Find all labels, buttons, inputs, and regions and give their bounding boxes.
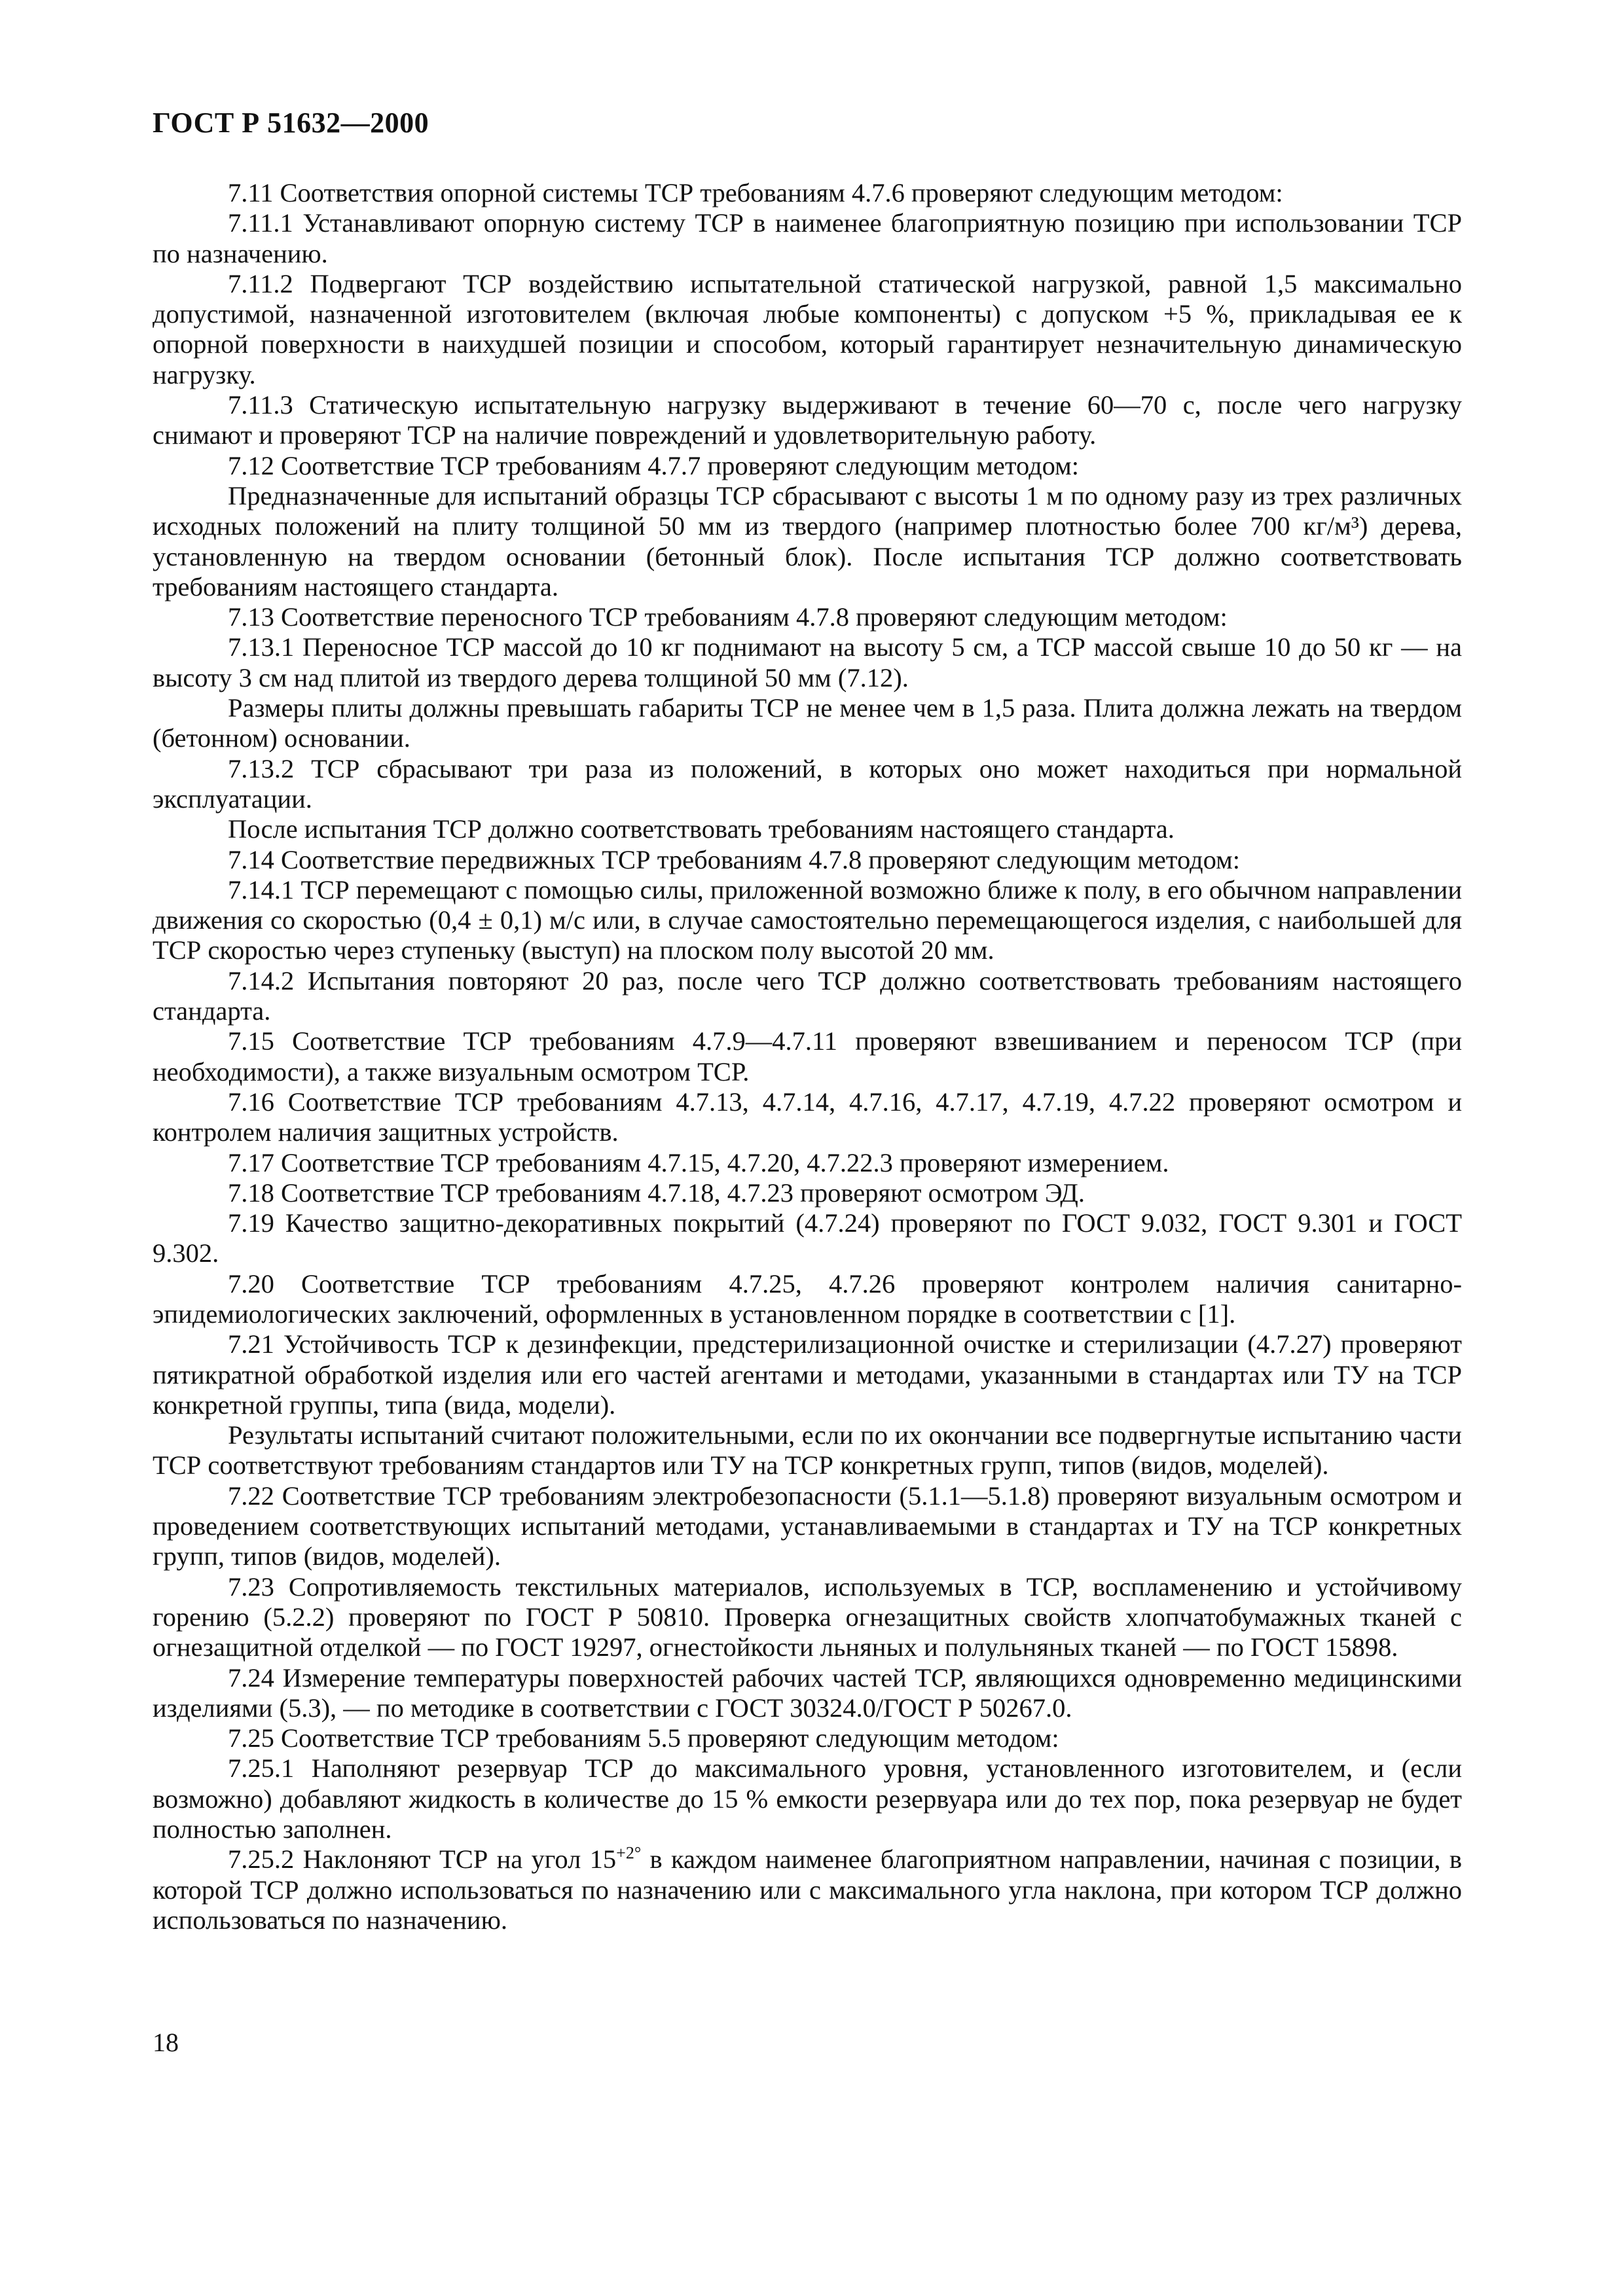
paragraph: Результаты испытаний считают положительными, если по их окончании все подвергнутые испытанию части ТСР соответствуют требованиям стандартов или ТУ на ТСР конкретных групп, типов (видов, моделей).: [153, 1420, 1462, 1480]
page-number: 18: [153, 2028, 179, 2057]
paragraph: 7.23 Сопротивляемость текстильных материалов, используемых в ТСР, воспламенению и устойчивому горению (5.2.2) проверяют по ГОСТ Р 50810. Проверка огнезащитных свойств хлопчатобумажных тканей с огнезащитной отделкой — по ГОСТ 19297, огнестойкости льняных и полульняных тканей — по ГОСТ 15898.: [153, 1571, 1462, 1662]
paragraph: 7.19 Качество защитно-декоративных покрытий (4.7.24) проверяют по ГОСТ 9.032, ГОСТ 9.301 и ГОСТ 9.302.: [153, 1208, 1462, 1268]
paragraph: Размеры плиты должны превышать габариты ТСР не менее чем в 1,5 раза. Плита должна лежать на твердом (бетонном) основании.: [153, 693, 1462, 753]
paragraph: 7.20 Соответствие ТСР требованиям 4.7.25, 4.7.26 проверяют контролем наличия санитарно-эпидемиологических заключений, оформленных в установленном порядке в соответствии с [1].: [153, 1268, 1462, 1329]
paragraph: 7.13.1 Переносное ТСР массой до 10 кг поднимают на высоту 5 см, а ТСР массой свыше 10 до 50 кг — на высоту 3 см над плитой из твердого дерева толщиной 50 мм (7.12).: [153, 632, 1462, 692]
paragraph: 7.17 Соответствие ТСР требованиям 4.7.15, 4.7.20, 4.7.22.3 проверяют измерением.: [228, 1147, 1169, 1177]
paragraph-text: 7.25.2 Наклоняют ТСР на угол 15: [228, 1844, 617, 1874]
paragraph: 7.11.3 Статическую испытательную нагрузку выдерживают в течение 60—70 с, после чего нагрузку снимают и проверяют ТСР на наличие повреждений и удовлетворительную работу.: [153, 390, 1462, 450]
paragraph: Предназначенные для испытаний образцы ТСР сбрасывают с высоты 1 м по одному разу из трех различных исходных положений на плиту толщиной 50 мм из твердого (например плотностью более 700 кг/м³) дерева, установленную на твердом основании (бетонный блок). После испытания ТСР должно соответствовать требованиям настоящего стандарта.: [153, 480, 1462, 601]
paragraph-last: [153, 1844, 1462, 1935]
paragraph: 7.15 Соответствие ТСР требованиям 4.7.9—4.7.11 проверяют взвешиванием и переносом ТСР (при необходимости), а также визуальным осмотром ТСР.: [153, 1026, 1462, 1086]
paragraph: 7.14.2 Испытания повторяют 20 раз, после чего ТСР должно соответствовать требованиям настоящего стандарта.: [153, 965, 1462, 1026]
paragraph: 7.25.1 Наполняют резервуар ТСР до максимального уровня, установленного изготовителем, и (если возможно) добавляют жидкость в количестве до 15 % емкости резервуара или до тех пор, пока резервуар не будет полностью заполнен.: [153, 1753, 1462, 1844]
document-body: [153, 178, 1462, 1935]
paragraph: 7.11 Соответствия опорной системы ТСР требованиям 4.7.6 проверяют следующим методом:: [228, 178, 1283, 207]
paragraph: 7.11.2 Подвергают ТСР воздействию испытательной статической нагрузкой, равной 1,5 максимально допустимой, назначенной изготовителем (включая любые компоненты) с допуском +5 %, прикладывая ее к опорной поверхности в наихудшей позиции и способом, который гарантирует незначительную динамическую нагрузку.: [153, 268, 1462, 389]
paragraph: 7.16 Соответствие ТСР требованиям 4.7.13, 4.7.14, 4.7.16, 4.7.17, 4.7.19, 4.7.22 проверяют осмотром и контролем наличия защитных устройств.: [153, 1086, 1462, 1147]
paragraph: 7.22 Соответствие ТСР требованиям электробезопасности (5.1.1—5.1.8) проверяют визуальным осмотром и проведением соответствующих испытаний методами, устанавливаемыми в стандартах и ТУ на ТСР конкретных групп, типов (видов, моделей).: [153, 1480, 1462, 1571]
paragraph-text: в каждом наименее благоприятном направлении, начиная с позиции, в которой ТСР должно использоваться по назначению или с максимального угла наклона, при котором ТСР должно использоваться по назначению.: [153, 1844, 1462, 1935]
paragraph: 7.18 Соответствие ТСР требованиям 4.7.18, 4.7.23 проверяют осмотром ЭД.: [228, 1177, 1085, 1208]
paragraph: 7.21 Устойчивость ТСР к дезинфекции, предстерилизационной очистке и стерилизации (4.7.27) проверяют пятикратной обработкой изделия или его частей агентами и методами, указанными в стандартах или ТУ на ТСР конкретной группы, типа (вида, модели).: [153, 1329, 1462, 1420]
paragraph: После испытания ТСР должно соответствовать требованиям настоящего стандарта.: [228, 814, 1175, 844]
paragraph: 7.14.1 ТСР перемещают с помощью силы, приложенной возможно ближе к полу, в его обычном направлении движения со скоростью (0,4 ± 0,1) м/с или, в случае самостоятельно перемещающегося изделия, с наибольшей для ТСР скоростью через ступеньку (выступ) на плоском полу высотой 20 мм.: [153, 874, 1462, 965]
paragraph: 7.25 Соответствие ТСР требованиям 5.5 проверяют следующим методом:: [228, 1723, 1059, 1753]
paragraph: 7.11.1 Устанавливают опорную систему ТСР в наименее благоприятную позицию при использовании ТСР по назначению.: [153, 208, 1462, 268]
paragraph: 7.13.2 ТСР сбрасывают три раза из положений, в которых оно может находиться при нормальной эксплуатации.: [153, 753, 1462, 814]
paragraph: 7.13 Соответствие переносного ТСР требованиям 4.7.8 проверяют следующим методом:: [228, 602, 1228, 632]
paragraph: 7.12 Соответствие ТСР требованиям 4.7.7 проверяют следующим методом:: [228, 450, 1080, 480]
paragraph: 7.24 Измерение температуры поверхностей рабочих частей ТСР, являющихся одновременно медицинскими изделиями (5.3), — по методике в соответствии с ГОСТ 30324.0/ГОСТ Р 50267.0.: [153, 1662, 1462, 1723]
paragraph: 7.14 Соответствие передвижных ТСР требованиям 4.7.8 проверяют следующим методом:: [228, 844, 1241, 874]
superscript-tolerance: +2°: [616, 1843, 642, 1863]
document-header: ГОСТ Р 51632—2000: [153, 107, 429, 139]
